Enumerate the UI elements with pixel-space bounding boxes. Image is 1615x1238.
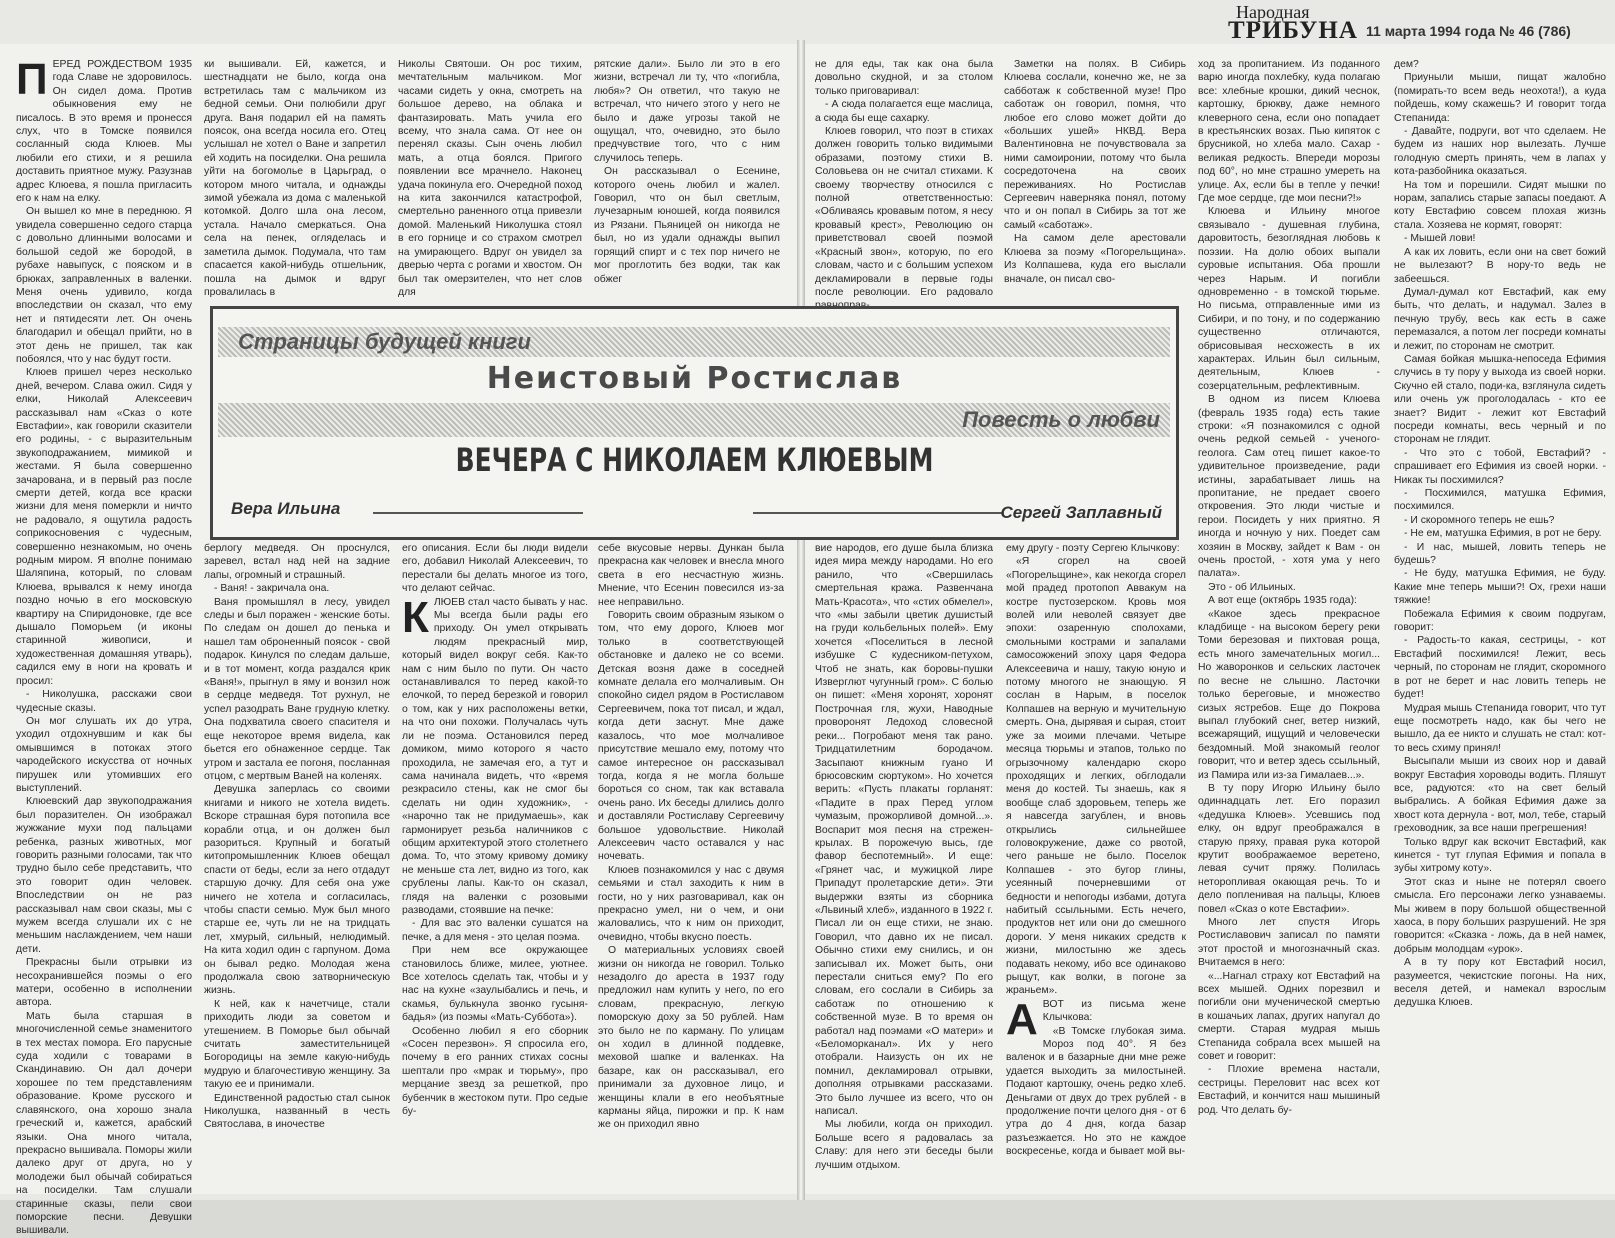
paragraph: Особенно любил я его сборник «Сосен перезвон». Я спросила его, почему в его ранних стихах сосны шептали про «мрак и тюрьму», про мерцание звезд за решеткой, про бубенчик в жестоком пути. Про седые бу- [402, 1025, 588, 1118]
paragraph: не для еды, так как она была довольно скудной, и за столом только приговаривал: [815, 59, 993, 97]
drop-cap: А [1006, 994, 1038, 1044]
article-column-9 [204, 542, 390, 1192]
paragraph: «Я сгорел на своей «Погорельщине», как некогда сгорел мой прадед протопоп Аввакум на костре пустозерском. Кровь моя волей или неволей связует две эпохи: озаренную сполохами, смольными кострами и запалами самосожжений эпоху царя Федора Алексеевича и нашу, такую юную и потому многого не знающую. Я сослан в Нарым, в поселок Колпашев на верную и мучительную смерть. Она, дырявая и сырая, стоит уже за моими плечами. Четыре месяца тюрьмы и этапов, только по огрызочному календарю скоро проходящих и легких, обглодали меня до костей. Ты знаешь, как я вообще слаб здоровьем, теперь же я навсегда загублен, и вновь открылись сильнейшее головокружение, даже со рвотой, чего раньше не было. Поселок Колпашев - это бугор глины, усеянный почерневшими от бедности и непогоды избами, дотуга набитый ссыльными. Есть нечего, продуктов нет или они до смешного дороги. У меня никаких средств к жизни, милостыню же здесь подавать некому, ибо все одинаково рыщут, как волки, в погоне за жраньем». [1006, 556, 1186, 997]
paragraph: - Ваня! - закричала она. [214, 583, 330, 595]
article-column-3 [398, 58, 582, 300]
drop-cap: П [16, 55, 48, 104]
paragraph: А вот еще (октябрь 1935 года): [1208, 595, 1357, 607]
paragraph: Клюев познакомился у нас с двумя семьями и стал заходить к ним в гости, но у них разговаривал, как он прекрасно умел, ни о чем, и они жаловались, что к ним он приходит, очевидно, чтобы вкусно поесть. [598, 864, 784, 943]
paragraph: Клюев пришел через несколько дней, вечером. Слава ожил. Сидя у елки, Николай Алексеевич рассказывал нам «Сказ о коте Евстафии», как говорили сказители его родины, - с выразительным звукоподражанием, мимикой и жестами. Я была совершенно зачарована, и в первый раз после смерти детей, когда все краски жизни для меня померкли и ничто не радовало, я ощутила радость соприкосновения с чудесным, совершенно незнакомым, но очень родным миром. Я вполне понимаю Шаляпина, который, по словам Клюева, врывался к нему иногда поздно ночью в его московскую квартиру на Спиридоновке, где все дышало Поморьем (и иконы старинной живописи, и художественная домашняя утварь), садился ему в ноги на кровать и просил: [16, 367, 192, 687]
paragraph: Он вышел ко мне в переднюю. Я увидела совершенно седого старца с довольно длинными волосами и большой седой же бородой, в рубахе навыпуск, с пояском и в брюках, заправленных в валенки. Меня очень удивило, когда впоследствии он сказал, что ему нет и пятидесяти лет. Он очень благодарил и обещал прийти, но в этот день не пришел, так как побоялся, что у нас будут гости. [16, 206, 192, 365]
paragraph: - Радость-то какая, сестрицы, - кот Евстафий посхимился! Лежит, весь черный, по сторонам не глядит, скоромного в рот не берет и нас ловить теперь не будет! [1394, 635, 1606, 701]
paragraph: Самая бойкая мышка-непоседа Ефимия случись в ту пору у выхода из своей норки. Скучно ей стало, поди-ка, взглянула сидеть или очень уж проголодалась - кто ее знает? Видит - лежит кот Евстафий посреди комнаты, весь черный и по сторонам не глядит. [1394, 353, 1606, 446]
paragraph: «...Нагнал страху кот Евстафий на всех мышей. Одних порезвил и погибли они мученической смертью в кошачьих лапах, других напугал до смерти. Старая мудрая мышь Степанида собрала всех мышей на совет и говорит: [1198, 970, 1380, 1063]
article-column-7 [1198, 58, 1380, 1190]
paragraph: - И нас, мышей, ловить теперь не будешь? [1394, 541, 1606, 567]
article-column-10 [402, 542, 588, 1192]
paragraph: «В Томске глубокая зима. Мороз под 40°. Я без валенок и в базарные дни мне реже удается выходить за милостыней. Подают картошку, очень редко хлеб. Деньгами от двух до трех рублей - в продолжение почти целого дня - от 6 утра до 4 дня, когда базар разъезжается. Но это не каждое воскресенье, когда и бывает мой вы- [1006, 1025, 1186, 1158]
genre-title: Повесть о любви [962, 407, 1160, 432]
series-bar [218, 327, 1170, 357]
paragraph: ки вышивали. Ей, кажется, и шестнадцати не было, когда она встретилась там с мальчиком из бедной семьи. Они полюбили друг друга. Ваня подарил ей на память поясок, она всегда носила его. Отец услышал не хотел о Ване и запретил ей ходить на посиделки. Она решила уйти на богомолье в Царьград, о котором много читала, и однажды зимой убежала из дома с маленькой котомкой. Долго шла она лесом, устала. Начало смеркаться. Она села на пенек, огляделась и заметила дымок. Подумала, что там спасается какой-нибудь отшельник, пошла на дымок и вдруг провалилась в [204, 59, 386, 298]
paragraph: - Плохие времена настали, сестрицы. Переловит нас всех кот Евстафий, и кончится наш мышиный род. Что делать бу- [1198, 1064, 1380, 1116]
subheadline: ВЕЧЕРА С НИКОЛАЕМ КЛЮЕВЫМ [455, 441, 934, 479]
paragraph: его описания. Если бы люди видели его, добавил Николай Алексеевич, то перестали бы делать многое из того, что делают сейчас. [402, 543, 588, 595]
paragraph: Девушка заперлась со своими книгами и никого не хотела видеть. Вскоре страшная буря потопила все корабли отца, и он должен был разориться. Крупный и богатый китопромышленник Клюев обещал спасти от беды, если за него отдадут старшую дочку. Для себя она уже ничего не хотела и согласилась, чтобы спасти семью. Муж был много старше ее, чуть ли не на тридцать лет, хмурый, сильный, нелюдимый. На кита ходил один с гарпуном. Дома он бывал редко. Молодая жена продолжала свою затворническую жизнь. [204, 784, 390, 997]
paragraph: Клюева и Ильину многое связывало - душевная глубина, даровитость, безоглядная любовь к поэзии. На долю обоих выпали суровые испытания. Оба прошли через Нарым. И погибли одновременно - в томской тюрьме. Но письма, отправленные ими из Сибири, и по тону, и по содержанию существенно отличаются, обрисовывая несхожесть в их характерах. Ильин был сильным, деятельным, Клюев - созерцательным, рефлективным. [1198, 206, 1380, 392]
byline-rule [373, 512, 583, 514]
paragraph: - Не ем, матушка Ефимия, в рот не беру. [1404, 528, 1602, 540]
paragraph: Мать была старшая в многочисленной семье знаменитого в тех местах помора. Его парусные суда ходили с товарами в Скандинавию. Он дал дочери хорошее по тем представлениям образование. Кроме русского и славянского, она хорошо знала греческий и, кажется, арабский языки. Она много читала, прекрасно вышивала. Поморы жили далеко друг от друга, но у молодежи был обычай собираться на посиделки. Там слушали старинные сказы, пели свои поморские песни. Девушки вышивали. [16, 1010, 192, 1237]
paragraph: А как их ловить, если они на свет божий не вылезают? В нору-то ведь не забеешься. [1394, 246, 1606, 285]
paragraph: Мудрая мышь Степанида говорит, что тут еще посмотреть надо, как бы чего не вышло, да ее никто и слушать не стал: кот-то весь схиму принял! [1394, 702, 1606, 754]
paragraph: ЕРЕД РОЖДЕСТВОМ 1935 года Славе не здоровилось. Он сидел дома. Против обыкновения ему не писалось. В это время и пронесся слух, что в Томске появился сосланный сюда Клюев. Мы любили его стихи, и я решила доставить приятное мужу. Разузнав адрес Клюева, я пошла пригласить его к нам на елку. [16, 59, 192, 205]
paragraph: При нем все окружающее становилось ближе, милее, уютнее. Все хотелось сделать так, чтобы и у нас на кухне «заулыбались и печь, и скамья, булькнула звонко гусыня-бадья» (из поэмы «Мать-Суббота»). [402, 945, 588, 1024]
paragraph: Прекрасны были отрывки из несохранившейся поэмы о его матери, особенно в исполнении автора. [16, 957, 192, 1009]
paragraph: Ваня промышлял в лесу, увидел следы и был поражен - женские боты. По следам он дошел до пенька и нашел там оброненный поясок - свой подарок. Кинулся по следам дальше, и в тот момент, когда раздался крик «Ваня!», прыгнул в яму и вонзил нож в сердце медведя. Тот рухнул, не успел разодрать Ване грудную клетку. Она подхватила своего спасителя и еще некоторое время видела, как бьется его обнаженное сердце. Так утром и застала ее погоня, посланная отцом, с мертвым Ваней на коленях. [204, 596, 390, 782]
paragraph: А в ту пору кот Евстафий носил, разумеется, чекистские погоны. На них, веселя детей, и намекал взрослым дедушка Клюев. [1394, 957, 1606, 1009]
article-column-11 [598, 542, 784, 1192]
paragraph: Мы любили, когда он приходил. Больше всего я радовалась за Славу: для него эти беседы были лучшим отдыхом. [815, 1119, 993, 1171]
paragraph: - А сюда полагается еще маслица, а сюда бы еще сахарку. [815, 99, 993, 124]
paragraph: Побежала Ефимия к своим подругам, говорит: [1394, 608, 1606, 634]
paragraph: ВОТ из письма жене Клычкова: [1042, 998, 1186, 1024]
paragraph: Много лет спустя Игорь Ростиславович записал по памяти этот простой и многозначный сказ. Вчитаемся в него: [1198, 917, 1380, 969]
article-column-4 [594, 58, 780, 300]
paragraph: Николы Святоши. Он рос тихим, мечтательным мальчиком. Мог часами сидеть у окна, смотреть на большое дерево, на облака и фантазировать. Мать учила его всему, что знала сама. От нее он перенял сказы. Сын очень любил мать, а отца боялся. Пригого появлении все мрачнело. Наконец удача покинула его. Очередной поход на кита закончился катастрофой, смертельно раненного отца привезли домой. Маленький Николушка стоял в его горнице и со страхом смотрел на умирающего. Вдруг он увидел за дверью черта с рогами и хвостом. Он был так омерзителен, что нет слов для [398, 59, 582, 298]
paragraph: Он рассказывал о Есенине, которого очень любил и жалел. Говорил, что он был светлым, лучезарным юношей, когда появился из Рязани. Пьяницей он никогда не был, но из удали однажды выпил горящий спирт и с тех пор ничего не мог проглотить без водки, так как обжег [594, 166, 780, 285]
paragraph: - Что это с тобой, Евстафий? - спрашивает его Ефимия из своей норки. - Никак ты посхимился? [1394, 447, 1606, 486]
paragraph: Заметки на полях. В Сибирь Клюева сослали, конечно же, не за сабботаж к собственной музе! Про саботаж он говорил, помня, что любое его слово может дойти до «больших ушей» НКВД. Вера Валентиновна не почувствовала за ними самоиронии, потому что была сосредоточена на своих переживаниях. Но Ростислав Сергеевич наверняка понял, потому что и он попал в Сибирь за тот же самый «саботаж». [1004, 59, 1186, 231]
paragraph: Это - об Ильиных. [1208, 581, 1296, 593]
paragraph: ход за пропитанием. Из поданного варю иногда похлебку, куда полагаю все: хлебные крошки, дикий чеснок, картошку, брюкву, даже немного клеверного сена, если оно попадает в крестьянских возах. Пью кипяток с брусникой, но хлеба мало. Сахар - великая редкость. Впереди морозы под 60°, но мне страшно умереть на улице. Ах, если бы в тепле у печки! Где мое сердце, где мои песни?!» [1198, 59, 1380, 205]
paragraph: Единственной радостью стал сынок Николушка, названный в честь Святослава, в иночестве [204, 1092, 390, 1131]
paragraph: себе вкусовые нервы. Дункан была прекрасна как человек и внесла много света в его несчастную жизнь. Мнение, что Есенин повесился из-за нее неправильно. [598, 543, 784, 608]
article-column-2 [204, 58, 386, 300]
paragraph: - Для вас это валенки сушатся на печке, а для меня - это целая поэма. [402, 918, 588, 943]
paragraph: - Давайте, подруги, вот что сделаем. Не будем из наших нор вылезать. Лучше голодную смерть принять, чем в лапах у кота-разбойника оказаться. [1394, 126, 1606, 178]
paragraph: В одном из писем Клюева (февраль 1935 года) есть такие строки: «Я познакомился с одной очень редкой семьей - ученого-геолога. Сам отец пишет какое-то удивительное произведение, ради истины, зарабатывает лишь на пропитание, не предает своего откровения. Это люди чистые и герои. Посидеть у них приятно. Я иногда и ночную у них. Поедет сам хозяин в Москву, зайдет к Вам - он очень простой, - хотя ума у него палата». [1198, 394, 1380, 580]
article-column-13 [1006, 542, 1186, 1192]
article-column-1 [16, 55, 192, 1237]
article-column-8 [1394, 58, 1606, 1190]
paragraph: - И скоромного теперь не ешь? [1404, 514, 1555, 526]
paragraph: вие народов, его душе была близка идея мира между народами. Но его ранило, что «Свершилась смертельная кража. Развенчана Мать-Красота», что «стих обмелел», что «мы забыли цветик душистый на груди кольбельных полей». Ему хочется «Поселиться в лесной избушке С кудесником-петухом, Чтоб не знать, как боровы-пушки Изверглют чугунный гром». С болью он пишет: «Меня хоронят, хоронят Построчная гля, жухи, Наводные проворонят Ледоход словесной реки... Погробают меня так рано. Тридцатилетним бородачом. Засыпают книжным гуано И брюсовским сюртуком». Но хочется верить: «Пусть плакаты горланят: «Падите в прах Перед углом чумазым, прожорливой домной...». Воспарит моя песня на стрежен-крылах. В порожечую высь, где фавор беспотемный». И еще: «Грянет час, и мужицкой лире Припадут пролетарские дети». Эти выдержки взяты из сборника «Львиный хлеб», изданного в 1922 г. Писал ли он еще стихи, не знаю. Говорил, что давно их не писал. Обычно стихи ему снились, и он записывал их. Может быть, они перестали сниться ему? По его словам, его сослали в Сибирь за саботаж по отношению к собственной музе. В то время он работал над поэмами «О матери» и «Беломорканал». Их у него отобрали. Наизусть он их не помнил, декламировал отрывки, дополняя отрывками рассказами. Это было лучшее из всего, что он написал. [815, 543, 993, 1118]
genre-bar [218, 403, 1170, 437]
paragraph: - Посхимился, матушка Ефимия, посхимился. [1394, 488, 1606, 513]
masthead [1228, 2, 1613, 44]
paragraph: рятские дали». Было ли это в его жизни, встречал ли ту, что «погибла, любя»? Он ответил, что такую не встречал, что ничего этого у него не было и даже угрозы такой не ощущал, что, очевидно, это было предчувствие того, что с ним случилось теперь. [594, 59, 780, 164]
author-byline-left: Вера Ильина [231, 499, 341, 518]
paragraph: Он мог слушать их до утра, уходил отдохнувшим и как бы омывшимся в потоках этого чародейского искусства от ночных пирушек или утомивших его выступлений. [16, 715, 192, 794]
paragraph: - Николушка, расскажи свои чудесные сказы. [16, 689, 192, 714]
article-column-12 [815, 542, 993, 1192]
headline: Неистовый Ростислав [486, 361, 903, 396]
paragraph: Приуныли мыши, пищат жалобно (помирать-то всем ведь неохота!), а куда пойдешь, кому скажешь? И говорит тогда Степанида: [1394, 72, 1606, 124]
paragraph: Клюевский дар звукоподражания был поразителен. Он изображал жужжание мухи под пальцами ребенка, разных животных, мог говорить разными голосами, так что трудно было себе представить, что это говорит один человек. Впоследствии он не раз рассказывал нам свои сказы, мы с мужем всегда слушали их с не меньшим наслаждением, чем наши дети. [16, 796, 192, 955]
paragraph: К ней, как к начетчице, стали приходить люди за советом и утешением. В Поморье был обычай считать заместительницей Богородицы на земле какую-нибудь мудрую и благочестивую женщину. За такую ее и принимали. [204, 998, 390, 1091]
author-byline-right: Сергей Заплавный [1000, 503, 1162, 522]
paragraph: ему другу - поэту Сергею Клычкову: [1006, 543, 1180, 554]
paragraph: берлогу медведя. Он проснулся, заревел, встал над ней на задние лапы, огромный и страшный. [204, 543, 390, 581]
paragraph: О материальных условиях своей жизни он никогда не говорил. Только незадолго до ареста в 1937 году предложил нам купить у него, по его словам, прекрасную, легкую поморскую доху за 50 рублей. Нам это было не по карману. По улицам он ходил в длинной поддевке, меховой шапке и валенках. На базаре, как он рассказывал, его принимали за духовное лицо, и женщины клали в его необъятные карманы яйца, пирожки и пр. К нам же он приходил явно [598, 945, 784, 1131]
paragraph: - Мышей лови! [1404, 233, 1476, 245]
paragraph: ЛЮЕВ стал часто бывать у нас. Мы всегда были рады его приходу. Он умел открывать людям прекрасный мир, который видел вокруг себя. Как-то нам с ним было по пути. Он часто останавливался то перед какой-то елочкой, то перед березкой и говорил о том, как у них расположены ветки, на что они похожи. Получалась чуть ли не поэма. Остановился перед домиком, мимо которого я часто проходила, не замечая его, а тут и сама начинала видеть, что «время резкрасило стены, как не смог бы сделать ни один художник», - «нарочно так не придумаешь», как гармонирует резьба наличников с общим архитектурой этого столетнего дома. То, что этому кривому домику не меньше ста лет, видно из того, как срублены лапы. Как-то он сказал, глядя на валенки с розовыми разводами, стоявшие на печке: [402, 596, 588, 916]
drop-cap: К [402, 592, 429, 642]
paragraph: «Какое здесь прекрасное кладбище - на высоком берегу реки Томи березовая и пихтовая роща, есть много замечательных могил... Но жаворонков и сельских ласточек по весне не слышно. Ласточки только береговые, и множество сизых ястребов. Еще до Покрова выпал глубокий снег, ветер низкий, всежарящий, ищущий и человечески бездомный. Мой знакомый геолог говорит, что и ветер здесь ссыльный, из Памира или из-за Гималаев...». [1198, 608, 1380, 781]
paragraph: - Не буду, матушка Ефимия, не буду. Какие мне теперь мыши?! Ох, грехи наши тяжкие! [1394, 568, 1606, 607]
paragraph: дем? [1394, 59, 1419, 70]
issue-date-number: 11 марта 1994 года № 46 (786) [1366, 23, 1571, 39]
margin-notes-column [1004, 58, 1186, 300]
article-column-5 [815, 58, 993, 300]
paragraph: Этот сказ и ныне не потерял своего смысла. Его персонажи легко узнаваемы. Мы живем в пору большой общественной хаоса, в пору больших разрушений. Не зря говорится: «Сказка - ложь, да в ней намек, добрым молодцам «урок». [1394, 876, 1606, 955]
paragraph: В ту пору Игорю Ильину было одиннадцать лет. Его поразил «дедушка Клюев». Усевшись под елку, он вдруг преображался в старую пряху, правая рука которой крутит воображаемое веретено, левая сучит пряжу. Полилась неторопливая окающая речь. То и дело попленивая на пальцы, Клюев повел «Сказ о коте Евстафии». [1198, 782, 1380, 915]
paragraph: Только вдруг как вскочит Евстафий, как кинется - тут глупая Ефимия и попала в зубы хитрому коту». [1394, 836, 1606, 875]
byline-rule [753, 512, 1003, 514]
paragraph: Высыпали мыши из своих нор и давай вокруг Евстафия хороводы водить. Пляшут все, радуются: «то на свет белый выбрались. А бойкая Ефимия даже за хвост кота дернула - вот, мол, тебе, старый греховодник, за все наши прегрешения! [1394, 756, 1606, 835]
paragraph: На самом деле арестовали Клюева за поэму «Погорельщина». Из Колпашева, куда его выслали вначале, он писал сво- [1004, 233, 1186, 285]
page-fold [797, 40, 805, 1200]
logo-bottom-word: ТРИБУНА [1228, 17, 1358, 44]
paragraph: Клюев говорил, что поэт в стихах должен говорить только видимыми образами, поэтому стихи В. Соловьева он не считал стихами. К своему творчеству относился с полной ответственностью: «Обливаясь кровавым потом, я несу кровавый крест», Революцию он приветствовал своей поэмой «Красный звон», которую, по его словам, часто и с большим успехом декламировали в первые годы после революции. Его радовало [815, 126, 993, 298]
series-title: Страницы будущей книги [238, 329, 531, 354]
article-banner [210, 306, 1179, 540]
paragraph: На том и порешили. Сидят мышки по норам, запались старые запасы поедают. А коту Евстафию совсем плохая жизнь стала. Хозяева не кормят, говорят: [1394, 179, 1606, 231]
paragraph: Говорить своим образным языком о том, что ему дорого, Клюев мог только в соответствующей обстановке и далеко не со всеми. Детская возня даже в соседней комнате делала его молчаливым. Он спокойно сидел рядом в Ростиславом Сергеевичем, пока тот писал, и ждал, когда дети заснут. Мне даже казалось, что мое молчаливое присутствие мешало ему, потому что самое интересное он рассказывал тогда, когда я не могла больше бороться со сном, так как вставала очень рано. Их беседы длились долго и доставляли Ростиславу Сергеевичу большое удовольствие. Николай Алексеевич часто оставался у нас ночевать. [598, 610, 784, 863]
paragraph: Думал-думал кот Евстафий, как ему быть, что делать, и надумал. Залез в печную трубу, весь как есть в саже перемазался, а потом лег посреди комнаты и лежит, по сторонам не смотрит. [1394, 286, 1606, 352]
logo-top-word: Народная [1236, 2, 1310, 22]
